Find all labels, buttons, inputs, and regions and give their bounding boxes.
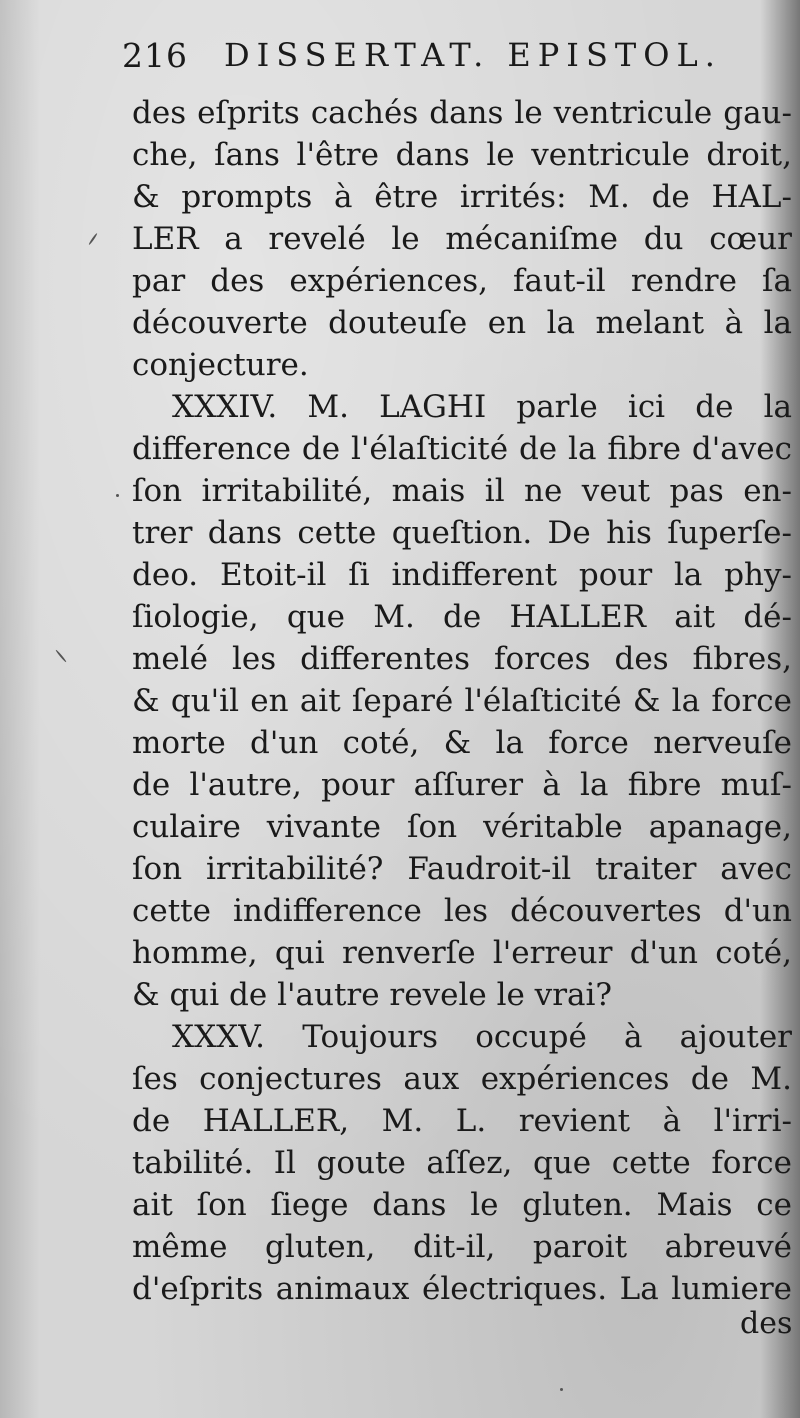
text-line: d'eſprits animaux électriques. La lumiere	[132, 1271, 792, 1307]
text-line: ſiologie, que M. de HALLER ait dé-	[132, 599, 792, 635]
text-line: tabilité. Il goute aſſez, que cette force	[132, 1145, 792, 1181]
paper-speck	[560, 1388, 563, 1391]
text-line: che, ſans l'être dans le ventricule droit,	[132, 137, 792, 173]
text-line: culaire vivante ſon véritable apanage,	[132, 809, 792, 845]
text-line: conjecture.	[132, 347, 309, 383]
paper-speck	[116, 494, 119, 497]
text-line: LER a revelé le mécaniſme du cœur	[132, 221, 792, 257]
text-line: melé les differentes forces des fibres,	[132, 641, 792, 677]
text-line: morte d'un coté, & la force nerveuſe	[132, 725, 792, 761]
paragraph-start-line: XXXV. Toujours occupé à ajouter	[172, 1019, 792, 1055]
text-line: par des expériences, faut-il rendre ſa	[132, 263, 792, 299]
running-title: DISSERTAT. EPISTOL.	[224, 36, 722, 74]
text-line: difference de l'élaſticité de la fibre d'avec	[132, 431, 792, 467]
text-line: des eſprits cachés dans le ventricule gau-	[132, 95, 792, 131]
paragraph-start-line: XXXIV. M. LAGHI parle ici de la	[172, 389, 792, 425]
paper-mark	[88, 233, 98, 246]
text-line: & qui de l'autre revele le vrai?	[132, 977, 613, 1013]
text-line: ſon irritabilité? Faudroit-il traiter avec	[132, 851, 792, 887]
page-number: 216	[122, 36, 188, 75]
text-line: de l'autre, pour aſſurer à la fibre muſ-	[132, 767, 792, 803]
text-line: de HALLER, M. L. revient à l'irri-	[132, 1103, 792, 1139]
text-line: découverte douteuſe en la melant à la	[132, 305, 792, 341]
paper-mark	[55, 649, 67, 663]
text-line: cette indifference les découvertes d'un	[132, 893, 792, 929]
catchword: des	[740, 1306, 793, 1341]
text-line: ſon irritabilité, mais il ne veut pas en-	[132, 473, 792, 509]
text-line: deo. Etoit-il ſi indifferent pour la phy-	[132, 557, 792, 593]
text-line: ſes conjectures aux expériences de M.	[132, 1061, 792, 1097]
text-line: trer dans cette queſtion. De his ſuperſe-	[132, 515, 792, 551]
text-line: ait ſon ſiege dans le gluten. Mais ce	[132, 1187, 792, 1223]
text-line: même gluten, dit-il, paroit abreuvé	[132, 1229, 792, 1265]
text-line: & qu'il en ait ſeparé l'élaſticité & la force	[132, 683, 792, 719]
page-header	[122, 36, 742, 86]
text-line: homme, qui renverſe l'erreur d'un coté,	[132, 935, 792, 971]
text-line: & prompts à être irrités: M. de HAL-	[132, 179, 792, 215]
